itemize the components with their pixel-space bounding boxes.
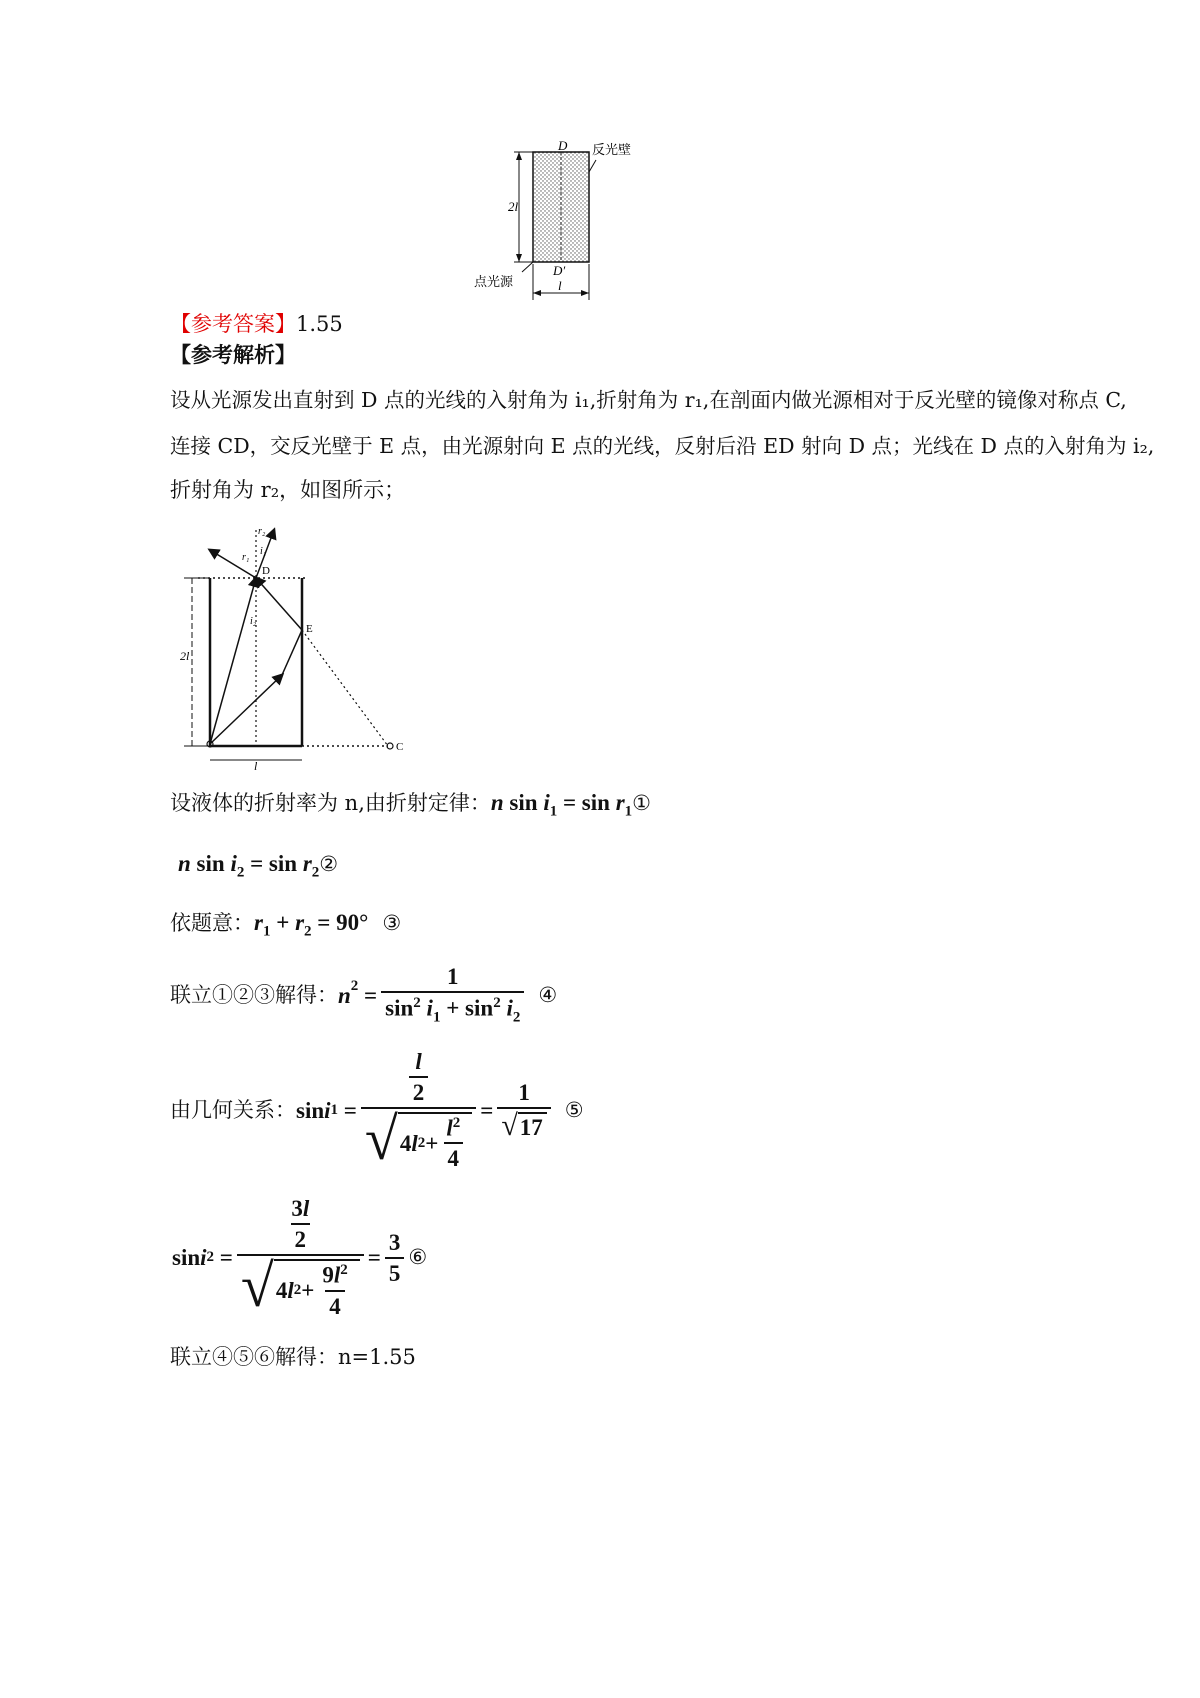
- eq5-formula: sin i 1 = $\frac{l}{2}$ √ 4 l 2 + $\frac{l^2}{4}$ = 1 √ 17: [296, 1050, 555, 1171]
- eq3-marker: ③: [382, 911, 402, 935]
- final-prefix: 联立④⑤⑥解得：: [170, 1345, 338, 1369]
- figure-container-setup: [474, 138, 680, 313]
- fig1-label-D: D: [558, 138, 568, 153]
- eq6-formula: sin i 2 = $\frac{3l}{2}$ √ 4 l 2 + $\frac{9l^2}{4}$ = $\frac{3}{5}$: [172, 1197, 408, 1318]
- eq4-formula: n $^2$ = $\frac{1}{\sin^2 i_1 + \sin^2 i_2}$: [338, 965, 528, 1025]
- equation-1: [170, 791, 651, 820]
- analysis-heading: 【参考解析】: [170, 342, 296, 367]
- ray-source-to-E-cont: [282, 630, 302, 675]
- equation-3: [170, 911, 401, 940]
- eq6-marker: ⑥: [408, 1245, 428, 1269]
- wall-leader-line: [589, 160, 596, 172]
- fig1-label-2l: 2l: [508, 199, 519, 214]
- width-arrow-left: [533, 290, 541, 296]
- line-EC-dotted: [302, 630, 388, 746]
- analysis-line-2: 连接 CD，交反光壁于 E 点，由光源射向 E 点的光线，反射后沿 ED 射向 D 点；光线在 D 点的入射角为 i₂,: [170, 434, 1155, 458]
- eq5-prefix: 由几何关系：: [170, 1097, 296, 1122]
- fig1-label-wall: 反光壁: [592, 142, 632, 157]
- analysis-line-3: 折射角为 r₂，如图所示；: [170, 478, 406, 502]
- equation-4: [170, 964, 557, 1026]
- ray-source-to-E: [210, 675, 282, 744]
- fig2-label-2l: 2l: [180, 649, 190, 663]
- eq4-marker: ④: [538, 982, 558, 1007]
- height-arrow-bottom: [516, 254, 522, 262]
- fig2-label-D: D: [262, 565, 270, 577]
- fig2-label-r2: r₂: [258, 526, 266, 537]
- eq3-prefix: 依题意：: [170, 911, 254, 935]
- eq5-marker: ⑤: [564, 1097, 584, 1122]
- equation-5: [170, 1050, 584, 1170]
- eq1-formula: n $\sin i_1 = \sin r_1$: [490, 790, 633, 820]
- final-result: [170, 1347, 416, 1368]
- equation-6: [172, 1195, 427, 1320]
- ray-source-to-D: [210, 578, 256, 744]
- eq2-formula: n $\sin i_2 = \sin r_2$: [178, 851, 320, 881]
- height-arrow-top: [516, 152, 522, 160]
- final-value: n=1.55: [338, 1345, 416, 1369]
- analysis-line-1: 设从光源发出直射到 D 点的光线的入射角为 i₁,折射角为 r₁,在剖面内做光源相对于反光壁的镜像对称点 C,: [170, 388, 1127, 412]
- fig2-label-E: E: [306, 623, 313, 635]
- fig1-label-source: 点光源: [474, 274, 514, 289]
- width-arrow-right: [581, 290, 589, 296]
- answer-value: 1.55: [296, 312, 343, 336]
- fig2-label-C: C: [396, 741, 404, 753]
- fig2-label-l: l: [254, 759, 258, 773]
- figure-ray-diagram: [170, 520, 430, 775]
- fig2-label-i2: i₂: [250, 616, 257, 627]
- fig2-label-i1: i₁: [260, 546, 267, 557]
- eq3-formula: $r_1 + r_2 = 90^\circ$: [254, 910, 369, 940]
- eq1-marker: ①: [632, 791, 651, 815]
- ray-E-to-D: [256, 578, 302, 630]
- fig1-label-Dprime: D′: [553, 263, 566, 278]
- fig2-label-r1: r₁: [242, 552, 250, 563]
- fig1-label-l: l: [558, 278, 562, 293]
- equation-2: [178, 852, 338, 881]
- eq4-prefix: 联立①②③解得：: [170, 982, 338, 1007]
- answer-line: [170, 314, 343, 335]
- eq1-prefix: 设液体的折射率为 n,由折射定律：: [170, 791, 491, 815]
- source-leader-line: [522, 262, 533, 272]
- eq2-marker: ②: [319, 852, 339, 876]
- answer-heading: 【参考答案】: [170, 312, 296, 336]
